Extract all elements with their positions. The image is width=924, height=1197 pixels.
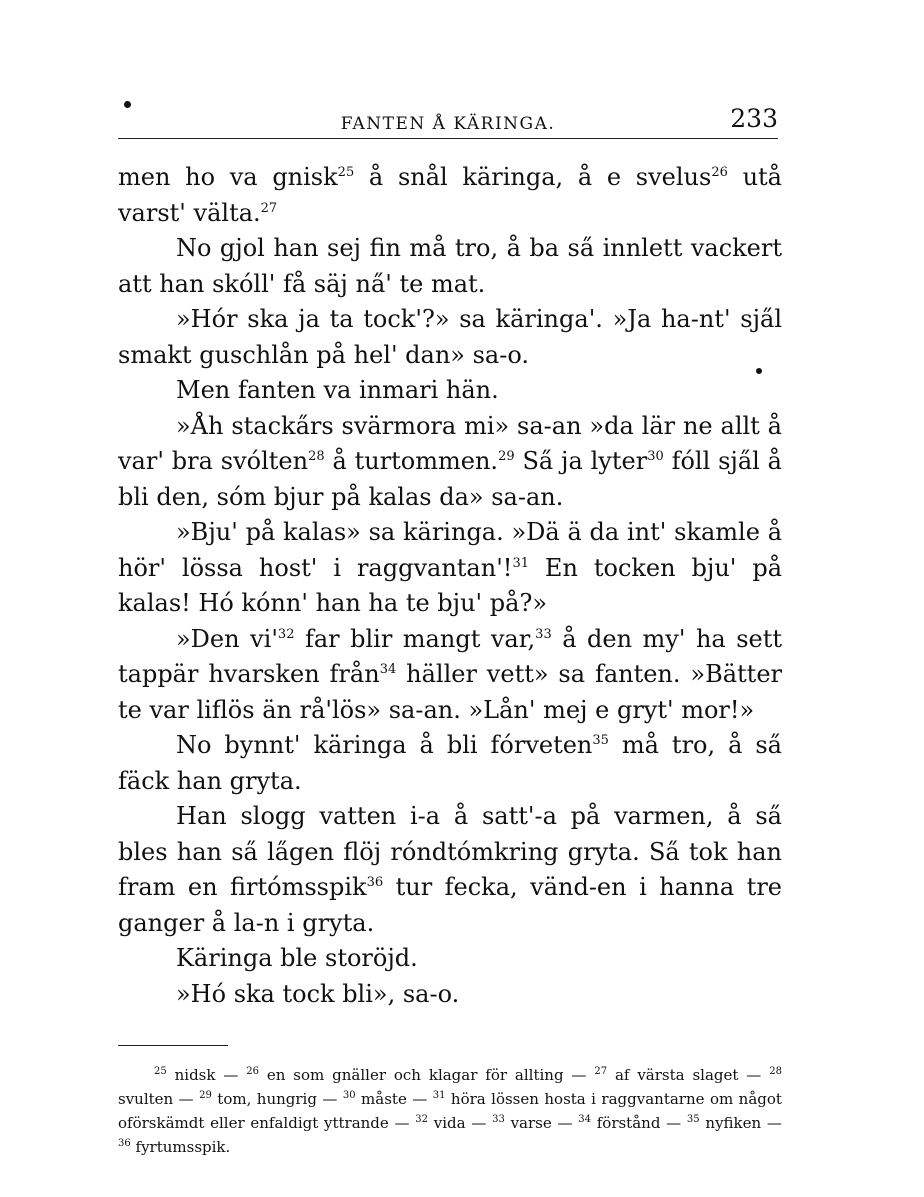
footnote-text: svulten — [118, 1090, 194, 1108]
paragraph [118, 977, 782, 1013]
footnote-text: en som gnäller och klagar för allting — [266, 1066, 587, 1084]
text-run: Han slogg vatten i-a å satt'-a på varmen, å sa̋ bles han sa̋ la̋gen flöj róndtómkring gryta. Sa̋ tok han fram en firtómsspik [118, 802, 782, 901]
footnote-marker: 27 [260, 200, 278, 216]
paragraph [118, 409, 782, 516]
header-rule [118, 138, 778, 139]
text-run: å den my' ha sett tappär hvarsken från [118, 624, 783, 688]
paragraph [118, 302, 782, 373]
paragraph [118, 799, 782, 941]
footnote-marker: 36 [366, 875, 384, 890]
text-run: No bynnt' käringa å bli fórveten [176, 731, 593, 759]
text-run: å turtommen. [324, 447, 499, 475]
text-run: å snål käringa, å e svelus [354, 163, 712, 191]
footnote-marker: 30 [647, 449, 664, 464]
body-text [118, 160, 782, 1012]
text-run: Men fanten va inmari hän. [176, 376, 499, 404]
footnote-number: 30 [342, 1090, 356, 1101]
text-run: tur fecka, vänd-en i hanna tre ganger å la-n i gryta. [118, 873, 782, 937]
footnotes [118, 1063, 782, 1159]
footnote-rule [118, 1045, 228, 1046]
text-run: häller vett» sa fanten. »Bätter te var liflös än rå'lös» sa-an. »Lån' mej e gryt' mor!» [118, 660, 783, 724]
footnote-number: 26 [246, 1066, 259, 1077]
paragraph [118, 941, 782, 977]
paragraph [118, 160, 782, 231]
footnote-number: 33 [492, 1114, 505, 1125]
footnote-marker: 28 [308, 449, 325, 464]
footnote-text: tom, hungrig — [217, 1090, 338, 1108]
page-number: 233 [730, 104, 778, 133]
footnote-number: 31 [432, 1090, 446, 1101]
text-run: Käringa ble storöjd. [176, 944, 418, 972]
footnote-number: 25 [154, 1066, 167, 1077]
footnote-text: fyrtumsspik. [135, 1138, 231, 1156]
paragraph [118, 373, 782, 409]
text-run: far blir mangt var, [294, 624, 536, 653]
footnote-number: 34 [578, 1114, 591, 1125]
footnote-number: 27 [594, 1066, 608, 1077]
text-run: fóll sja̋l å bli den, sóm bjur på kalas da» sa-an. [118, 447, 782, 511]
text-run: »Hór ska ja ta tock'?» sa käringa'. »Ja ha-nt' sja̋l smakt guschlån på hel' dan» sa-o. [118, 305, 782, 369]
footnote-number: 35 [686, 1114, 700, 1125]
footnote-marker: 25 [337, 165, 355, 180]
text-run: men ho va gnisk [118, 163, 338, 191]
text-run: Sa̋ ja lyter [514, 447, 648, 475]
paragraph [118, 728, 782, 799]
text-run: må tro, å sa̋ fäck han gryta. [118, 731, 782, 795]
text-run: »Åh stacka̋rs svärmora mi» sa-an »da lär ne allt å var' bra svólten [118, 411, 782, 475]
page-header [118, 104, 778, 138]
text-run: »Hó ska tock bli», sa-o. [176, 979, 460, 1008]
text-run: En tocken bju' på kalas! Hó kónn' han ha te bju' på?» [118, 553, 782, 617]
footnote-number: 32 [415, 1114, 429, 1125]
footnote-marker: 35 [592, 733, 609, 748]
footnote-text: förstånd — [596, 1114, 682, 1132]
footnote-marker: 26 [711, 165, 728, 180]
text-run: utå varst' välta. [118, 163, 782, 227]
footnote-block [118, 1063, 782, 1159]
paragraph [118, 515, 782, 622]
footnote-marker: 29 [498, 449, 515, 464]
text-run: No gjol han sej fin må tro, å ba sa̋ innlett vackert att han skóll' få säj na̋' te mat. [118, 234, 782, 298]
running-title: FANTEN Å KÄRINGA. [340, 114, 556, 134]
footnote-text: varse — [510, 1114, 573, 1132]
footnote-text: af värsta slaget — [614, 1066, 762, 1084]
footnote-marker: 34 [379, 662, 397, 677]
footnote-text: måste — [361, 1090, 428, 1108]
paragraph [118, 622, 782, 729]
footnote-text: nidsk — [174, 1066, 239, 1084]
footnote-marker: 32 [277, 626, 295, 642]
footnote-text: nyfiken — [705, 1114, 782, 1132]
text-run: »Den vi' [176, 624, 278, 653]
footnote-number: 36 [118, 1138, 131, 1149]
footnote-text: höra lössen hosta i raggvantarne om något oförskämdt eller enfaldigt yttrande — [118, 1090, 782, 1132]
footnote-number: 29 [199, 1090, 212, 1101]
footnote-number: 28 [769, 1066, 782, 1077]
text-run: »Bju' på kalas» sa käringa. »Dä ä da int' skamle å hör' lössa host' i raggvantan'! [118, 518, 782, 582]
footnote-text: vida — [433, 1114, 487, 1132]
footnote-marker: 33 [535, 626, 552, 642]
footnote-marker: 31 [512, 555, 529, 571]
paragraph [118, 231, 782, 302]
